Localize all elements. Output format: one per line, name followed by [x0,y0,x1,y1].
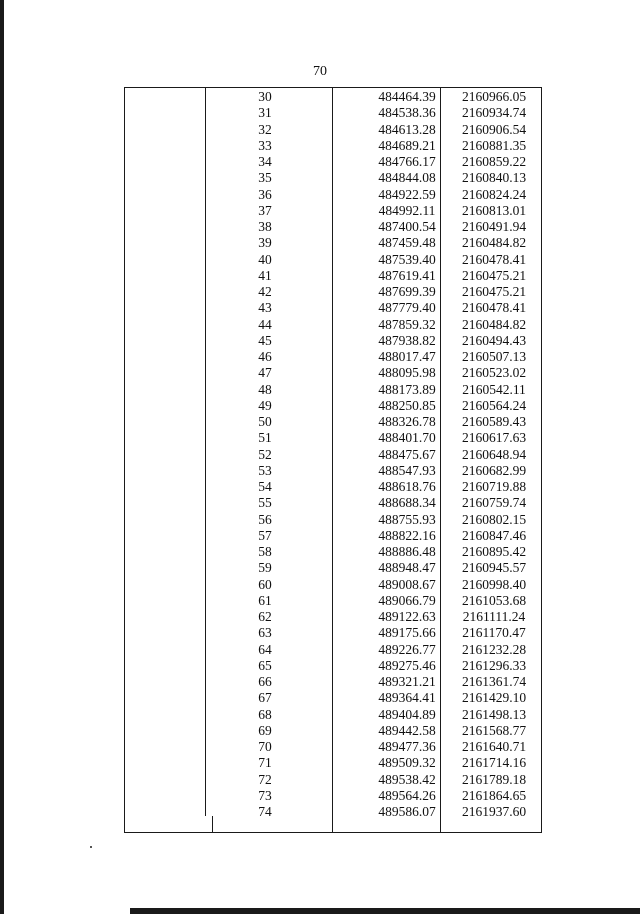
table-row [124,772,542,788]
x-coordinate-cell: 489404.89 [378,706,436,722]
point-number-cell: 48 [258,381,272,397]
x-coordinate-cell: 488475.67 [378,446,436,462]
table-row [124,674,542,690]
table-row [124,658,542,674]
x-coordinate-cell: 488822.16 [378,527,436,543]
table-row [124,528,542,544]
table-row [124,268,542,284]
x-coordinate-cell: 487779.40 [378,300,436,316]
table-row [124,382,542,398]
point-number-cell: 35 [258,170,272,186]
table-row [124,414,542,430]
point-number-cell: 59 [258,560,272,576]
table-row [124,333,542,349]
table-row [124,300,542,316]
x-coordinate-cell: 489364.41 [378,690,436,706]
y-coordinate-cell: 2160491.94 [461,219,527,234]
y-coordinate-cell: 2160824.24 [461,186,527,202]
y-coordinate-cell: 2161568.77 [461,722,527,738]
scan-edge-left [0,0,4,914]
y-coordinate-cell: 2160475.21 [461,284,527,299]
x-coordinate-cell: 488688.34 [378,495,436,511]
point-number-cell: 74 [258,804,272,819]
y-coordinate-cell: 2160759.74 [461,495,527,511]
x-coordinate-cell: 489066.79 [378,592,436,608]
y-coordinate-cell: 2160589.43 [461,414,527,429]
x-coordinate-cell: 488017.47 [378,349,436,364]
x-coordinate-cell: 487619.41 [378,267,436,283]
point-number-cell: 42 [258,284,272,299]
table-body [124,89,542,820]
point-number-cell: 62 [258,609,272,624]
point-number-cell: 34 [258,154,272,169]
x-coordinate-cell: 489226.77 [378,641,436,657]
y-coordinate-cell: 2161111.24 [462,609,526,624]
table-row [124,105,542,121]
table-row [124,203,542,219]
point-number-cell: 49 [258,397,272,413]
point-number-cell: 38 [258,219,272,234]
y-coordinate-cell: 2160906.54 [461,121,527,137]
point-number-cell: 65 [258,657,272,673]
table-row [124,284,542,300]
point-number-cell: 68 [258,706,272,722]
y-coordinate-cell: 2160895.42 [461,544,527,559]
y-coordinate-cell: 2160813.01 [461,202,527,218]
table-row [124,398,542,414]
x-coordinate-cell: 489275.46 [378,657,436,673]
point-number-cell: 50 [258,414,272,429]
y-coordinate-cell: 2161361.74 [461,674,527,689]
table-row [124,317,542,333]
page-number: 70 [313,64,327,79]
x-coordinate-cell: 489538.42 [378,771,436,787]
x-coordinate-cell: 488618.76 [378,479,436,494]
table-row [124,804,542,820]
x-coordinate-cell: 489477.36 [378,739,436,754]
x-coordinate-cell: 489586.07 [378,804,436,819]
y-coordinate-cell: 2160648.94 [461,446,527,462]
point-number-cell: 54 [258,479,272,494]
y-coordinate-cell: 2160934.74 [461,105,527,121]
y-coordinate-cell: 2161170.47 [462,625,526,641]
point-number-cell: 70 [258,739,272,754]
point-number-cell: 52 [258,446,272,462]
x-coordinate-cell: 487459.48 [378,235,436,251]
y-coordinate-cell: 2160802.15 [461,511,527,527]
point-number-cell: 66 [258,674,272,689]
table-row [124,219,542,235]
x-coordinate-cell: 488250.85 [378,397,436,413]
y-coordinate-cell: 2160966.05 [461,89,527,104]
y-coordinate-cell: 2160945.57 [461,560,527,576]
point-number-cell: 58 [258,544,272,559]
table-row [124,609,542,625]
point-number-cell: 43 [258,300,272,316]
table-row [124,495,542,511]
point-number-cell: 69 [258,722,272,738]
scan-speck [90,846,92,848]
table-row [124,252,542,268]
x-coordinate-cell: 488095.98 [378,365,436,381]
point-number-cell: 53 [258,462,272,478]
point-number-cell: 57 [258,527,272,543]
point-number-cell: 30 [258,89,272,104]
y-coordinate-cell: 2161296.33 [461,657,527,673]
y-coordinate-cell: 2160494.43 [461,332,527,348]
point-number-cell: 60 [258,576,272,592]
point-number-cell: 56 [258,511,272,527]
table-row [124,365,542,381]
y-coordinate-cell: 2161232.28 [461,641,527,657]
y-coordinate-cell: 2160478.41 [461,300,527,316]
point-number-cell: 45 [258,332,272,348]
x-coordinate-cell: 484689.21 [378,137,436,153]
table-row [124,642,542,658]
x-coordinate-cell: 488755.93 [378,511,436,527]
table-row [124,707,542,723]
point-number-cell: 44 [258,316,272,332]
x-coordinate-cell: 488173.89 [378,381,436,397]
point-number-cell: 63 [258,625,272,641]
x-coordinate-cell: 488886.48 [378,544,436,559]
table-row [124,625,542,641]
point-number-cell: 51 [258,430,272,446]
y-coordinate-cell: 2160484.82 [461,316,527,332]
table-row [124,154,542,170]
x-coordinate-cell: 488547.93 [378,462,436,478]
point-number-cell: 46 [258,349,272,364]
y-coordinate-cell: 2161429.10 [461,690,527,706]
y-coordinate-cell: 2160840.13 [461,170,527,186]
x-coordinate-cell: 489122.63 [378,609,436,624]
x-coordinate-cell: 484844.08 [378,170,436,186]
table-row [124,593,542,609]
x-coordinate-cell: 489509.32 [378,755,436,771]
table-row [124,89,542,105]
x-coordinate-cell: 484538.36 [378,105,436,121]
x-coordinate-cell: 484464.39 [378,89,436,104]
point-number-cell: 55 [258,495,272,511]
y-coordinate-cell: 2160847.46 [461,527,527,543]
table-row [124,349,542,365]
table-row [124,187,542,203]
x-coordinate-cell: 487400.54 [378,219,436,234]
y-coordinate-cell: 2160523.02 [461,365,527,381]
point-number-cell: 67 [258,690,272,706]
table-row [124,512,542,528]
x-coordinate-cell: 488948.47 [378,560,436,576]
table-row [124,479,542,495]
point-number-cell: 40 [258,251,272,267]
point-number-cell: 32 [258,121,272,137]
y-coordinate-cell: 2160881.35 [461,137,527,153]
y-coordinate-cell: 2160542.11 [462,381,526,397]
table-row [124,122,542,138]
y-coordinate-cell: 2161053.68 [461,592,527,608]
x-coordinate-cell: 488401.70 [378,430,436,446]
point-number-cell: 71 [258,755,272,771]
x-coordinate-cell: 487539.40 [378,251,436,267]
y-coordinate-cell: 2160617.63 [461,430,527,446]
point-number-cell: 36 [258,186,272,202]
x-coordinate-cell: 487859.32 [378,316,436,332]
table-row [124,138,542,154]
y-coordinate-cell: 2161789.18 [461,771,527,787]
y-coordinate-cell: 2160507.13 [461,349,527,364]
x-coordinate-cell: 484766.17 [378,154,436,169]
x-coordinate-cell: 489008.67 [378,576,436,592]
y-coordinate-cell: 2161640.71 [461,739,527,754]
y-coordinate-cell: 2160475.21 [461,267,527,283]
table-row [124,739,542,755]
y-coordinate-cell: 2160682.99 [461,462,527,478]
point-number-cell: 31 [258,105,272,121]
y-coordinate-cell: 2160859.22 [461,154,527,169]
table-row [124,544,542,560]
point-number-cell: 47 [258,365,272,381]
point-number-cell: 73 [258,787,272,803]
x-coordinate-cell: 484613.28 [378,121,436,137]
x-coordinate-cell: 487699.39 [378,284,436,299]
y-coordinate-cell: 2161864.65 [461,787,527,803]
table-row [124,235,542,251]
y-coordinate-cell: 2160478.41 [461,251,527,267]
table-row [124,788,542,804]
table-row [124,463,542,479]
y-coordinate-cell: 2161498.13 [461,706,527,722]
table-row [124,430,542,446]
point-number-cell: 72 [258,771,272,787]
x-coordinate-cell: 484992.11 [378,202,436,218]
y-coordinate-cell: 2160564.24 [461,397,527,413]
y-coordinate-cell: 2160484.82 [461,235,527,251]
point-number-cell: 64 [258,641,272,657]
table-row [124,723,542,739]
point-number-cell: 39 [258,235,272,251]
x-coordinate-cell: 489442.58 [378,722,436,738]
point-number-cell: 41 [258,267,272,283]
x-coordinate-cell: 489321.21 [378,674,436,689]
x-coordinate-cell: 489564.26 [378,787,436,803]
table-row [124,690,542,706]
x-coordinate-cell: 489175.66 [378,625,436,641]
scan-edge-bottom [130,908,640,914]
table-row [124,755,542,771]
table-row [124,577,542,593]
y-coordinate-cell: 2160719.88 [461,479,527,494]
y-coordinate-cell: 2161937.60 [461,804,527,819]
point-number-cell: 61 [258,592,272,608]
x-coordinate-cell: 488326.78 [378,414,436,429]
table-row [124,170,542,186]
table-row [124,560,542,576]
table-row [124,447,542,463]
y-coordinate-cell: 2160998.40 [461,576,527,592]
x-coordinate-cell: 484922.59 [378,186,436,202]
point-number-cell: 33 [258,137,272,153]
x-coordinate-cell: 487938.82 [378,332,436,348]
point-number-cell: 37 [258,202,272,218]
y-coordinate-cell: 2161714.16 [461,755,527,771]
